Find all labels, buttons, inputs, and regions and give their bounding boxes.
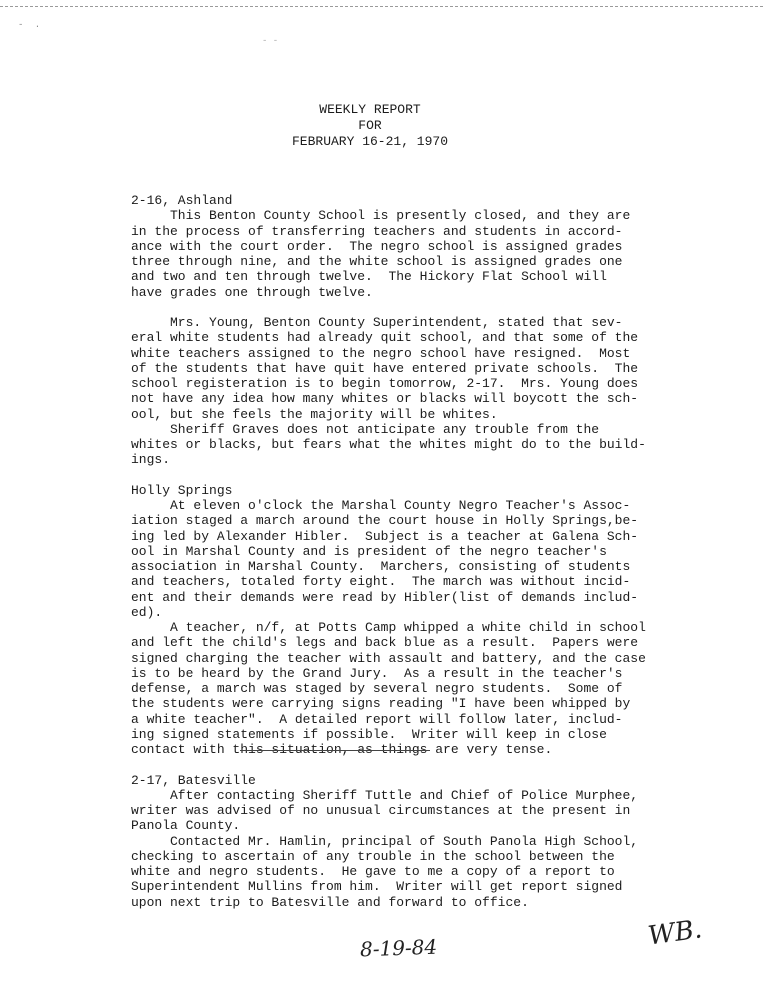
title-line-2: FOR: [358, 118, 382, 133]
report-line: white and negro students. He gave to me a copy of a report to: [131, 864, 615, 879]
report-line: upon next trip to Batesville and forward to office.: [131, 894, 529, 910]
title-line-3: FEBRUARY 16-21, 1970: [291, 134, 449, 149]
report-line: ool in Marshal County and is president of the negro teacher's: [131, 543, 607, 559]
handwritten-date: 8-19-84: [359, 934, 438, 962]
report-line: Sheriff Graves does not anticipate any trouble from the: [131, 421, 600, 437]
report-line: ings.: [131, 452, 171, 468]
report-line: This Benton County School is presently closed, and they are: [131, 208, 631, 224]
report-line: and left the child's legs and back blue as a result. Papers were: [131, 635, 639, 651]
report-line: not have any idea how many whites or blacks will boycott the sch-: [131, 391, 639, 407]
report-line: Superintendent Mullins from him. Writer will get report signed: [131, 879, 623, 895]
report-line: ance with the court order. The negro school is assigned grades: [131, 238, 623, 254]
report-line: is to be heard by the Grand Jury. As a result in the teacher's: [131, 665, 623, 681]
report-line: A teacher, n/f, at Potts Camp whipped a white child in school: [131, 620, 646, 635]
report-line: 2-17, Batesville: [131, 772, 256, 788]
report-line: defense, a march was staged by several negro students. Some of: [131, 681, 623, 696]
report-line: 2-16, Ashland: [131, 193, 233, 208]
report-line: and teachers, totaled forty eight. The march was without incid-: [131, 574, 631, 590]
title-line-1: WEEKLY REPORT: [319, 102, 421, 117]
scan-speck: - -: [262, 36, 279, 46]
report-line: Panola County.: [131, 818, 241, 834]
report-line: association in Marshal County. Marchers, consisting of students: [131, 559, 631, 574]
report-line: contact with this situation, as things are very tense.: [131, 742, 553, 757]
report-line: ing led by Alexander Hibler. Subject is a teacher at Galena Sch-: [131, 528, 639, 544]
report-line: whites or blacks, but fears what the whites might do to the build-: [131, 437, 646, 452]
report-line: Holly Springs: [131, 482, 233, 498]
report-line: ent and their demands were read by Hibler(list of demands includ-: [131, 589, 639, 605]
handwritten-initials: WB.: [646, 914, 704, 952]
report-line: Contacted Mr. Hamlin, principal of South Panola High School,: [131, 833, 639, 849]
report-line: three through nine, and the white school is assigned grades one: [131, 254, 623, 269]
report-line: the students were carrying signs reading "I have been whipped by: [131, 696, 631, 712]
paragraph-gap: [131, 757, 641, 772]
report-line: in the process of transferring teachers and students in accord-: [131, 223, 623, 239]
report-line: white teachers assigned to the negro school have resigned. Most: [131, 345, 631, 361]
scan-corner-mark: ‐ .: [18, 20, 44, 30]
report-line: school registeration is to begin tomorrow, 2-17. Mrs. Young does: [131, 376, 639, 391]
paragraph-gap: [131, 300, 641, 315]
report-line: At eleven o'clock the Marshal County Negro Teacher's Assoc-: [131, 498, 631, 513]
report-line: and two and ten through twelve. The Hickory Flat School will: [131, 269, 607, 285]
report-line: checking to ascertain of any trouble in the school between the: [131, 848, 615, 864]
handwritten-underline: [240, 750, 430, 751]
report-title: [230, 102, 510, 150]
report-line: ing signed statements if possible. Writer will keep in close: [131, 726, 607, 742]
report-line: iation staged a march around the court house in Holly Springs,be-: [131, 513, 639, 529]
report-line: a white teacher". A detailed report will follow later, includ-: [131, 711, 623, 727]
report-line: writer was advised of no unusual circumstances at the present in: [131, 803, 631, 818]
report-line: signed charging the teacher with assault and battery, and the case: [131, 650, 646, 666]
report-line: After contacting Sheriff Tuttle and Chief of Police Murphee,: [131, 787, 639, 803]
report-line: ool, but she feels the majority will be whites.: [131, 406, 498, 422]
report-line: eral white students had already quit school, and that some of the: [131, 330, 639, 346]
report-line: of the students that have quit have entered private schools. The: [131, 360, 639, 376]
report-line: ed).: [131, 604, 163, 620]
report-line: Mrs. Young, Benton County Superintendent, stated that sev-: [131, 315, 623, 330]
scan-edge-line: [0, 6, 763, 7]
report-line: have grades one through twelve.: [131, 284, 373, 300]
report-body: [131, 193, 646, 910]
paragraph-gap: [131, 468, 641, 483]
